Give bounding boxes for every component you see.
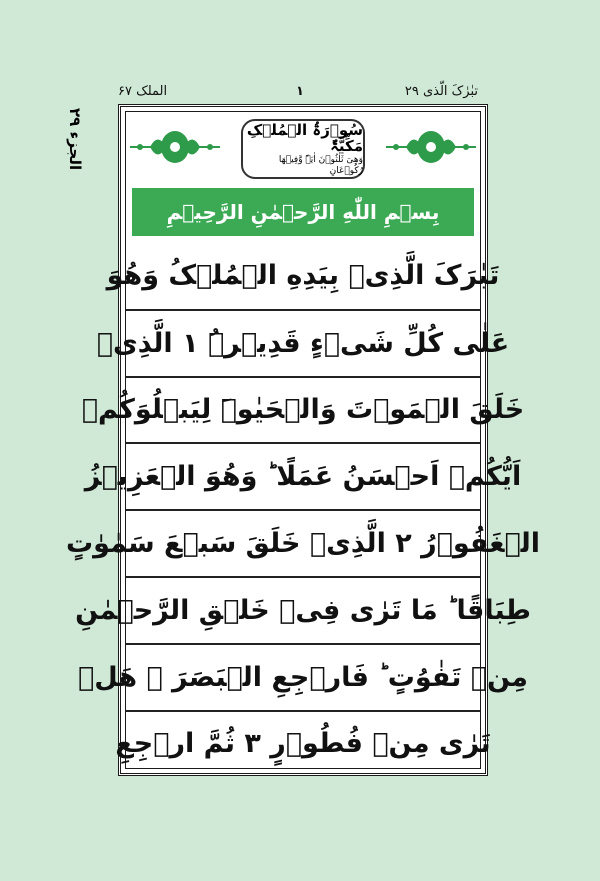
bismillah-banner: بِسۡمِ اللّٰهِ الرَّحۡمٰنِ الرَّحِیۡمِ [132, 188, 474, 236]
verse-line-3: خَلَقَ الۡمَوۡتَ وَالۡحَیٰوۃَ لِیَبۡلُوَکُمۡ [126, 376, 480, 443]
surah-header [126, 112, 480, 186]
verse-line-7: مِنۡ تَفٰوُتٍ ؕ فَارۡجِعِ الۡبَصَرَ ۙ هَلۡ [126, 643, 480, 710]
juz-side-label: الجزء ۲۹ [66, 108, 84, 171]
verse-line-5: الۡغَفُوۡرُ ۲ الَّذِیۡ خَلَقَ سَبۡعَ سَمٰوٰتٍ [126, 509, 480, 576]
surah-title-box [241, 119, 365, 179]
verse-line-4: اَیُّکُمۡ اَحۡسَنُ عَمَلًا ؕ وَهُوَ الۡعَزِیۡزُ [126, 442, 480, 509]
surah-title: سُوۡرَۃُ الۡمُلۡکِ مَکِّیَّۃٌ [246, 120, 363, 156]
header-surah-name: الملک ۶۷ [118, 84, 168, 99]
verse-line-1: تَبٰرَکَ الَّذِیۡ بِیَدِهِ الۡمُلۡکُ وَهُوَ [106, 259, 500, 291]
right-ornament-icon [386, 126, 476, 168]
verse-line-8: تَرٰی مِنۡ فُطُوۡرٍ ۳ ثُمَّ ارۡجِعِ [126, 710, 480, 777]
verse-line-6: طِبَاقًا ؕ مَا تَرٰی فِیۡ خَلۡقِ الرَّحۡمٰنِ [126, 576, 480, 643]
page-number: ۱ [296, 84, 304, 99]
surah-subtitle: وَهِیَ ثَلٰثُوۡنَ اٰیَۃً وَّفِیۡهَا رُکُوۡعَانِ [278, 154, 363, 176]
verse-line-2: عَلٰی کُلِّ شَیۡءٍ قَدِیۡرُۨ ۱ الَّذِیۡ [126, 309, 480, 376]
header-juz-title: تبٰرٰکَ الّذی ۲۹ [404, 84, 478, 99]
left-ornament-icon [130, 126, 220, 168]
verse-lines [65, 242, 541, 768]
